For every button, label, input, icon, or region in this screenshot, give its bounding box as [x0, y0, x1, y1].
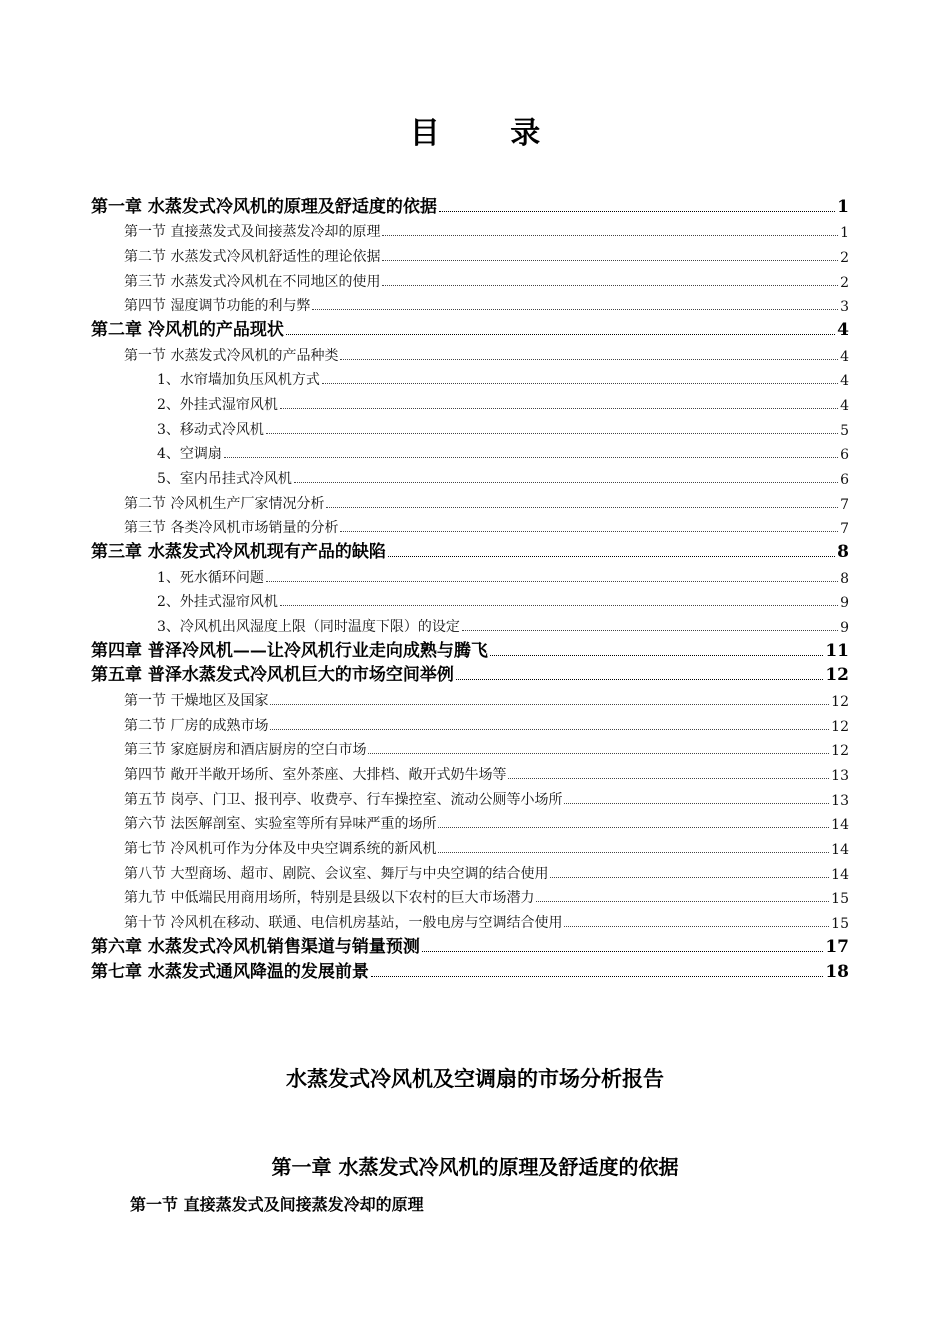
toc-entry-page-number: 9 [840, 620, 849, 637]
dot-leader [382, 235, 838, 236]
toc-entry-page-number: 14 [831, 842, 849, 859]
dot-leader [564, 926, 829, 927]
toc-entry-label: 第二节 冷风机生产厂家情况分析 [124, 495, 325, 512]
toc-entry-item[interactable] [91, 414, 849, 439]
toc-entry-label: 第十节 冷风机在移动、联通、电信机房基站，一般电房与空调结合使用 [124, 915, 563, 932]
toc-entry-label: 第五节 岗亭、门卫、报刊亭、收费亭、行车操控室、流动公厕等小场所 [124, 791, 563, 808]
dot-leader [382, 285, 838, 286]
toc-entry-label: 第一节 干燥地区及国家 [124, 693, 269, 710]
toc-entry-label: 第一章 水蒸发式冷风机的原理及舒适度的依据 [91, 196, 437, 217]
toc-entry-label: 第四节 敞开半敞开场所、室外茶座、大排档、敞开式奶牛场等 [124, 767, 507, 784]
dot-leader [388, 556, 835, 557]
dot-leader [438, 827, 829, 828]
table-of-contents [91, 192, 849, 982]
toc-entry-page-number: 6 [840, 472, 849, 489]
toc-entry-page-number: 7 [840, 496, 849, 513]
dot-leader [371, 976, 823, 977]
toc-entry-section[interactable] [91, 340, 849, 365]
toc-entry-page-number: 4 [837, 320, 849, 341]
dot-leader [280, 408, 838, 409]
toc-entry-label: 第二节 厂房的成熟市场 [124, 717, 269, 734]
dot-leader [382, 260, 838, 261]
toc-entry-item[interactable] [91, 463, 849, 488]
dot-leader [422, 951, 823, 952]
toc-entry-label: 第五章 普泽水蒸发式冷风机巨大的市场空间举例 [91, 665, 454, 686]
dot-leader [322, 383, 838, 384]
toc-entry-page-number: 12 [825, 665, 849, 686]
dot-leader [490, 655, 823, 656]
toc-entry-section[interactable] [91, 685, 849, 710]
toc-entry-page-number: 14 [831, 866, 849, 883]
dot-leader [270, 704, 829, 705]
toc-entry-label: 第六章 水蒸发式冷风机销售渠道与销量预测 [91, 936, 420, 957]
dot-leader [456, 679, 823, 680]
toc-entry-section[interactable] [91, 809, 849, 834]
toc-entry-item[interactable] [91, 389, 849, 414]
toc-entry-page-number: 2 [840, 274, 849, 291]
dot-leader [294, 482, 838, 483]
toc-entry-label: 4、空调扇 [157, 446, 222, 463]
toc-entry-label: 第八节 大型商场、超市、剧院、会议室、舞厅与中央空调的结合使用 [124, 865, 549, 882]
toc-entry-label: 5、室内吊挂式冷风机 [157, 471, 292, 488]
dot-leader [536, 901, 829, 902]
toc-entry-chapter[interactable] [91, 192, 849, 217]
toc-entry-label: 第二章 冷风机的产品现状 [91, 320, 284, 341]
toc-entry-section[interactable] [91, 710, 849, 735]
toc-entry-label: 第一节 直接蒸发式及间接蒸发冷却的原理 [124, 224, 381, 241]
toc-entry-page-number: 4 [840, 398, 849, 415]
toc-entry-label: 第六节 法医解剖室、实验室等所有异味严重的场所 [124, 816, 437, 833]
toc-entry-page-number: 8 [840, 570, 849, 587]
toc-entry-label: 第四节 湿度调节功能的利与弊 [124, 298, 311, 315]
toc-entry-item[interactable] [91, 562, 849, 587]
toc-entry-item[interactable] [91, 587, 849, 612]
dot-leader [286, 334, 835, 335]
toc-entry-section[interactable] [91, 513, 849, 538]
toc-entry-chapter[interactable] [91, 957, 849, 982]
toc-entry-chapter[interactable] [91, 636, 849, 661]
toc-entry-label: 第三章 水蒸发式冷风机现有产品的缺陷 [91, 542, 386, 563]
dot-leader [270, 729, 829, 730]
dot-leader [508, 778, 829, 779]
toc-entry-page-number: 3 [840, 299, 849, 316]
toc-entry-chapter[interactable] [91, 315, 849, 340]
dot-leader [224, 457, 838, 458]
toc-entry-label: 第三节 家庭厨房和酒店厨房的空白市场 [124, 742, 367, 759]
toc-entry-label: 2、外挂式湿帘风机 [157, 397, 278, 414]
toc-entry-item[interactable] [91, 365, 849, 390]
dot-leader [326, 507, 838, 508]
toc-entry-section[interactable] [91, 858, 849, 883]
toc-entry-section[interactable] [91, 241, 849, 266]
toc-entry-page-number: 1 [840, 225, 849, 242]
toc-entry-item[interactable] [91, 611, 849, 636]
toc-entry-page-number: 14 [831, 817, 849, 834]
toc-entry-section[interactable] [91, 883, 849, 908]
dot-leader [280, 605, 838, 606]
toc-entry-section[interactable] [91, 488, 849, 513]
toc-entry-page-number: 15 [831, 891, 849, 908]
toc-entry-chapter[interactable] [91, 661, 849, 686]
toc-entry-label: 2、外挂式湿帘风机 [157, 594, 278, 611]
toc-entry-page-number: 17 [825, 936, 849, 957]
toc-entry-label: 3、冷风机出风湿度上限（同时温度下限）的设定 [157, 619, 460, 636]
toc-entry-label: 第三节 水蒸发式冷风机在不同地区的使用 [124, 273, 381, 290]
dot-leader [266, 433, 838, 434]
toc-entry-page-number: 12 [831, 743, 849, 760]
toc-entry-page-number: 13 [831, 792, 849, 809]
dot-leader [340, 359, 838, 360]
toc-entry-section[interactable] [91, 291, 849, 316]
toc-entry-page-number: 12 [831, 694, 849, 711]
toc-entry-page-number: 12 [831, 718, 849, 735]
dot-leader [340, 531, 838, 532]
toc-entry-section[interactable] [91, 784, 849, 809]
toc-entry-page-number: 18 [825, 961, 849, 982]
report-title: 水蒸发式冷风机及空调扇的市场分析报告 [286, 1066, 664, 1091]
dot-leader [439, 211, 835, 212]
toc-entry-label: 第二节 水蒸发式冷风机舒适性的理论依据 [124, 249, 381, 266]
toc-entry-label: 第九节 中低端民用商用场所，特别是县级以下农村的巨大市场潜力 [124, 890, 535, 907]
dot-leader [312, 309, 838, 310]
dot-leader [438, 852, 829, 853]
toc-entry-label: 1、死水循环问题 [157, 569, 264, 586]
toc-entry-page-number: 4 [840, 348, 849, 365]
toc-entry-label: 3、移动式冷风机 [157, 421, 264, 438]
toc-entry-page-number: 9 [840, 595, 849, 612]
toc-entry-section[interactable] [91, 759, 849, 784]
dot-leader [550, 877, 829, 878]
toc-entry-page-number: 8 [837, 542, 849, 563]
toc-entry-section[interactable] [91, 833, 849, 858]
toc-entry-label: 第七章 水蒸发式通风降温的发展前景 [91, 961, 369, 982]
toc-entry-page-number: 1 [837, 196, 849, 217]
toc-entry-label: 第一节 水蒸发式冷风机的产品种类 [124, 347, 339, 364]
dot-leader [462, 630, 838, 631]
dot-leader [368, 753, 829, 754]
toc-entry-item[interactable] [91, 439, 849, 464]
chapter-heading: 第一章 水蒸发式冷风机的原理及舒适度的依据 [271, 1155, 679, 1179]
dot-leader [564, 803, 829, 804]
toc-entry-chapter[interactable] [91, 537, 849, 562]
section-heading: 第一节 直接蒸发式及间接蒸发冷却的原理 [130, 1195, 424, 1214]
toc-entry-label: 第七节 冷风机可作为分体及中央空调系统的新风机 [124, 841, 437, 858]
toc-entry-page-number: 15 [831, 916, 849, 933]
toc-entry-page-number: 7 [840, 521, 849, 538]
toc-entry-chapter[interactable] [91, 932, 849, 957]
toc-entry-page-number: 13 [831, 768, 849, 785]
toc-entry-label: 第三节 各类冷风机市场销量的分析 [124, 520, 339, 537]
toc-entry-page-number: 4 [840, 373, 849, 390]
toc-entry-page-number: 5 [840, 422, 849, 439]
toc-entry-page-number: 2 [840, 250, 849, 267]
toc-entry-page-number: 6 [840, 447, 849, 464]
toc-entry-label: 1、水帘墙加负压风机方式 [157, 372, 320, 389]
toc-entry-section[interactable] [91, 266, 849, 291]
dot-leader [266, 581, 838, 582]
toc-entry-label: 第四章 普泽冷风机——让冷风机行业走向成熟与腾飞 [91, 640, 488, 661]
toc-title: 目 录 [409, 116, 571, 151]
toc-entry-section[interactable] [91, 217, 849, 242]
toc-entry-section[interactable] [91, 907, 849, 932]
toc-entry-page-number: 11 [825, 640, 849, 661]
toc-entry-section[interactable] [91, 735, 849, 760]
